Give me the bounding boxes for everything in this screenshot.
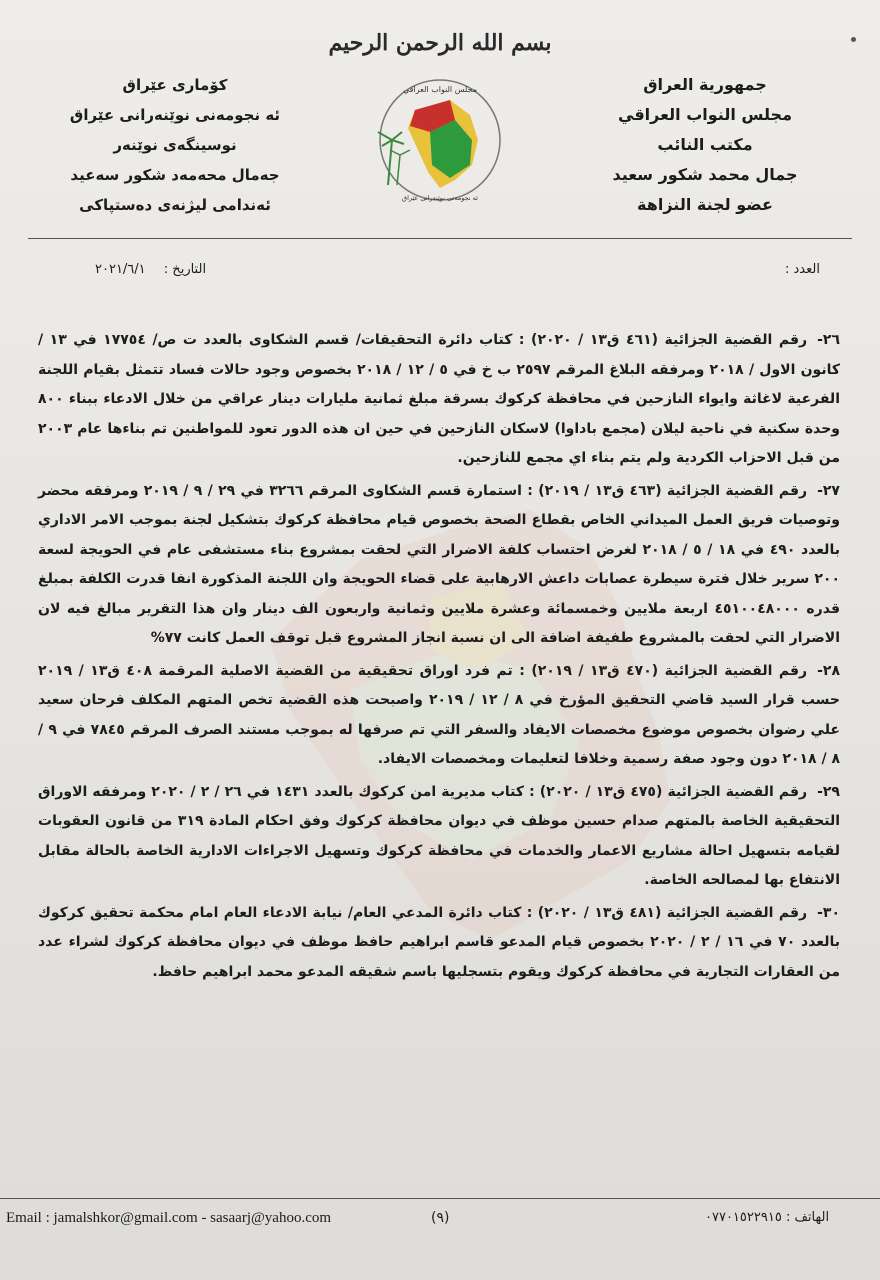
- corner-dot: [851, 37, 856, 42]
- case-number: ٢٦-: [817, 332, 840, 348]
- number-label: العدد :: [785, 262, 820, 277]
- case-number: ٢٧-: [817, 482, 840, 499]
- header-committee-kurdish: ئه‌ندامی لیژنه‌ی ده‌ستپاکی: [79, 196, 271, 214]
- case-item: [38, 477, 840, 654]
- case-item: [38, 657, 840, 775]
- header-parliament-kurdish: ئه نجومه‌نی نوێنه‌رانی عێراق: [69, 106, 281, 124]
- document-number: [785, 262, 820, 277]
- date-label: التاريخ :: [163, 262, 207, 277]
- case-item: [38, 778, 840, 896]
- page-number: (٩): [431, 1210, 450, 1226]
- document-date: [95, 262, 206, 277]
- header-parliament: مجلس النواب العراقي: [618, 105, 792, 124]
- case-text: رقم القضية الجزائية (٤٧٥ ق١٣ / ٢٠٢٠) : كتاب مديرية امن كركوك بالعدد ١٤٣١ في ٢٦ / ٢ / ٢٠٢٠ ومرفقه الاوراق التحقيقية الخاصة بالمتهم صدام حسين موظف في ديوان محافظة كركوك وفق احكام المادة ٣١٩ من قانون العقوبات لقيامه بتسهيل احالة مشاريع الاعمار والخدمات في محافظة كركوك وتسهيل الاجراءات الادارية الخاصة بالحالة مقابل الانتفاع بها لمصالحه الخاصة.: [38, 783, 841, 888]
- case-text: رقم القضية الجزائية (٤٨١ ق١٣ / ٢٠٢٠) : كتاب دائرة المدعي العام/ نيابة الادعاء العام امام محكمة تحقيق كركوك بالعدد ٧٠ في ١٦ / ٢ / ٢٠٢٠ بخصوص قيام المدعو قاسم ابراهيم حافظ موظف في ديوان محافظة كركوك لشراء عدد من العقارات التجارية في محافظة كركوك ويقوم بتسجليها باسم شقيقه المدعو محمد ابراهيم حافظ.: [38, 904, 840, 980]
- date-value: ٢٠٢١/٦/١: [95, 262, 146, 277]
- case-text: رقم القضية الجزائية (٤٦١ ق١٣ / ٢٠٢٠) : كتاب دائرة التحقيقات/ قسم الشكاوى بالعدد ت ص/ ١٧٧٥٤ في ١٣ / كانون الاول / ٢٠١٨ ومرفقه البلاغ المرقم ٢٥٩٧ ب خ في ٥ / ١٢ / ٢٠١٨ بخصوص وجود حالات فساد تتمثل بقيام اللجنة الفرعية لاغاثة وايواء النازحين في محافظة كركوك بسرقة مبلغ ثمانية مليارات دينار عراقي من خلال الادعاء ببناء ٨٠٠ وحدة سكنية في ناحية ليلان (مجمع باداوا) لاسكان النازحين في حين ان هذه الدور تعود للمواطنين تم بناءها عام ٢٠٠٣ من قبل الاحزاب الكردية ولم يتم بناء اي مجمع للنازحين.: [38, 332, 840, 466]
- header-office: مكتب النائب: [657, 135, 753, 154]
- header-committee: عضو لجنة النزاهة: [637, 195, 773, 214]
- header-kurdish: [45, 70, 305, 220]
- case-list: [38, 326, 840, 990]
- case-text: رقم القضية الجزائية (٤٧٠ ق١٣ / ٢٠١٩) : تم فرد اوراق تحقيقية من القضية الاصلية المرقمة ٤٠٨ ق١٣ / ٢٠١٩ حسب قرار السيد قاضي التحقيق المؤرخ في ٨ / ١٢ / ٢٠١٩ واصبحت هذه القضية تخص المتهم المكلف فرحان سعيد علي رضوان بخصوص موضوع مخصصات الايفاد والسفر التي تم صرفها له بموجب مستند الصرف المرقم ٧٨٤٥ في ٩ / ٨ / ٢٠١٨ دون وجود صفة رسمية وخلافا لتعليمات ومخصصات الايفاد.: [38, 662, 840, 767]
- footer-divider: [0, 1198, 880, 1199]
- footer-email: Email : jamalshkor@gmail.com - sasaarj@yahoo.com: [6, 1210, 332, 1226]
- case-item: [38, 899, 840, 988]
- header-country-kurdish: كۆماری عێراق: [122, 76, 228, 94]
- case-item: [38, 326, 840, 474]
- header-arabic: [575, 70, 835, 220]
- footer-phone: الهاتف : ٠٧٧٠١٥٢٢٩١٥: [705, 1210, 830, 1225]
- case-number: ٢٩-: [817, 783, 840, 800]
- logo-caption-top: مجلس النواب العراقي: [403, 85, 477, 94]
- parliament-logo: [360, 70, 520, 210]
- header-mp-name-kurdish: جه‌مال محه‌مه‌د شكور سه‌عید: [70, 166, 280, 184]
- case-number: ٣٠-: [817, 904, 840, 921]
- case-text: رقم القضية الجزائية (٤٦٣ ق١٣ / ٢٠١٩) : استمارة قسم الشكاوى المرقم ٣٢٦٦ في ٢٩ / ٩ / ٢٠١٩ ومرفقه محضر وتوصيات فريق العمل الميداني الخاص بقطاع الصحة بخصوص قيام محافظة كركوك بتشكيل لجنة بموجب الامر الاداري بالعدد ٤٩٠ في ١٨ / ٥ / ٢٠١٨ لغرض احتساب كلفة الاضرار التي لحقت بمشروع بناء مستشفى عام في الحويجة لسعة ٢٠٠ سرير خلال فترة سيطرة عصابات داعش الارهابية على قضاء الحويجة وان اللجنة المذكورة انفا قدرت الكلفة بمبلغ قدره ٤٥١٠٠٤٨٠٠٠ اربعة ملايين وخمسمائة وعشرة ملايين وثمانية واربعون الف دينار وان هذا التقرير مبالغ فيه لان الاضرار التي لحقت بالمشروع طفيفة اضافة الى ان نسبة انجاز المشروع قبل توقف العمل كانت ٧٧%: [38, 482, 840, 646]
- header-divider: [28, 238, 852, 239]
- case-number: ٢٨-: [817, 662, 840, 679]
- basmala-header: بسم الله الرحمن الرحيم: [328, 30, 552, 56]
- header-country: جمهورية العراق: [643, 75, 767, 94]
- logo-caption-bottom: ئه نجومه‌نی نوێنه‌رانی عێراق: [402, 194, 478, 202]
- header-office-kurdish: نوسینگه‌ی نوێنه‌ر: [113, 136, 237, 154]
- header-mp-name: جمال محمد شكور سعيد: [612, 165, 798, 184]
